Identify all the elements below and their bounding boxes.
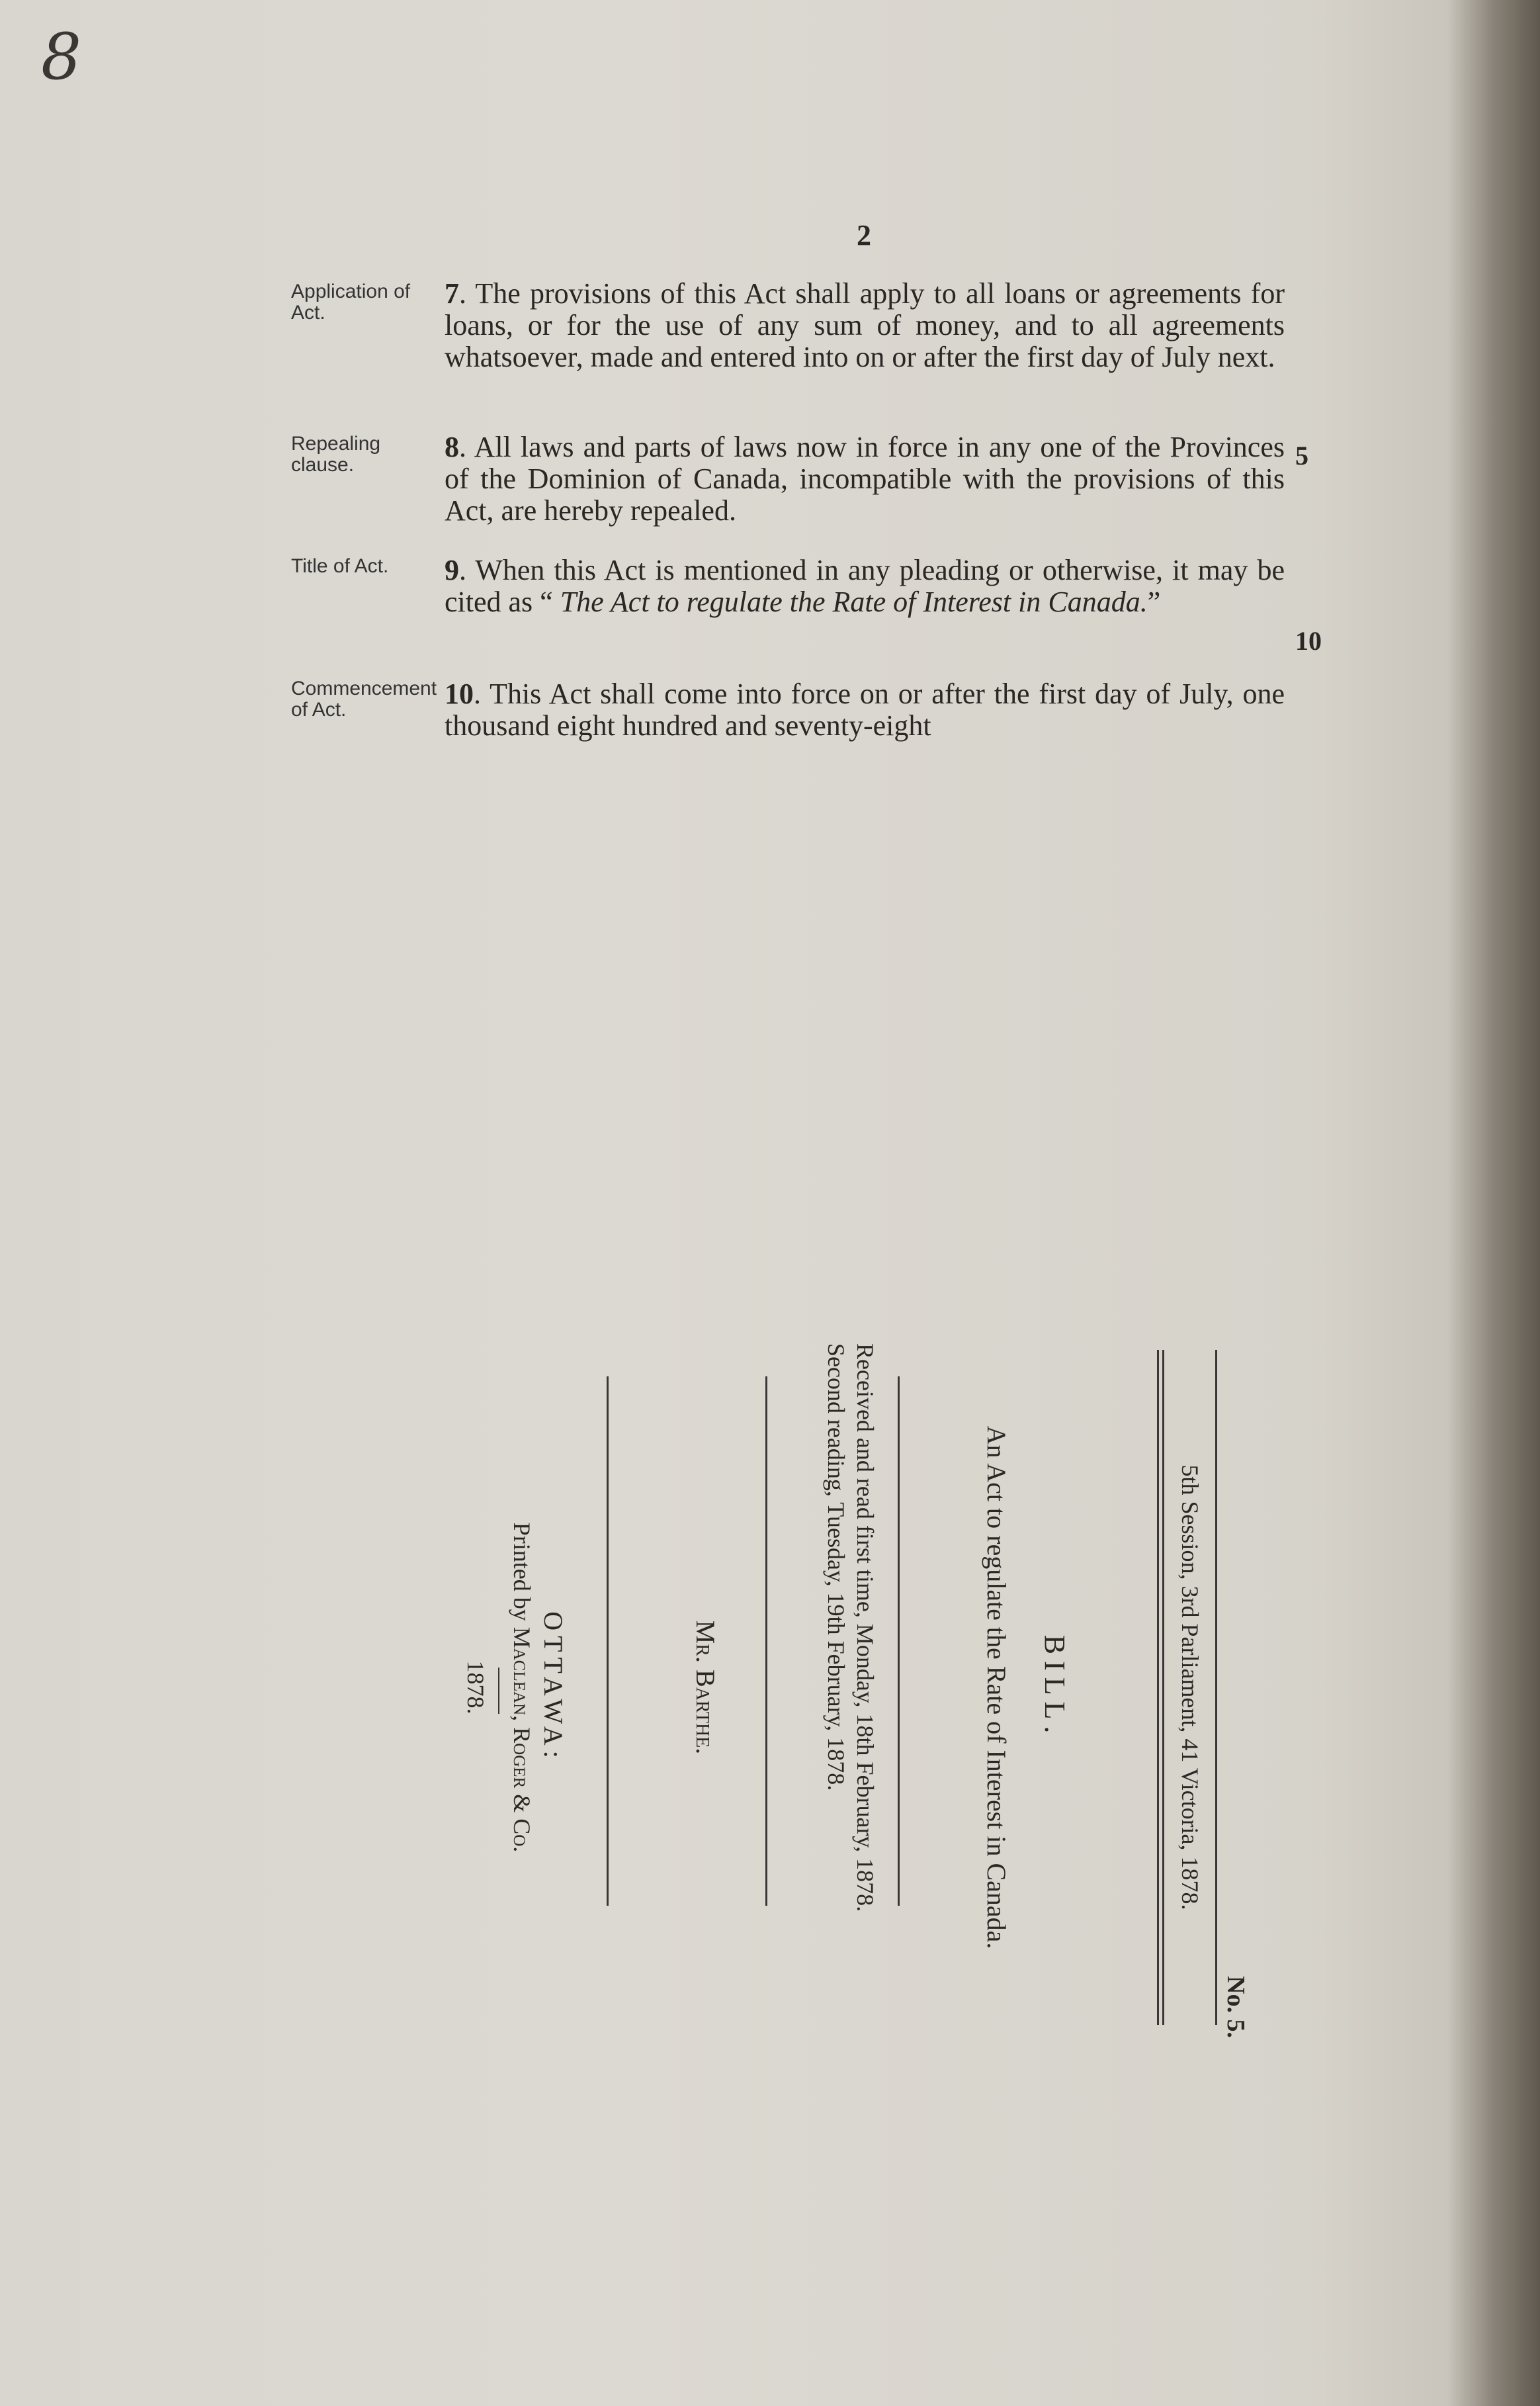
print-year: 1878. xyxy=(462,1660,489,1715)
short-rule xyxy=(498,1668,499,1714)
closing-quote: ” xyxy=(1147,586,1161,618)
bill-heading: BILL. xyxy=(1039,1634,1071,1740)
printer-name: Maclean, Roger & Co. xyxy=(509,1626,535,1853)
section-body: . This Act shall come into force on or after the first day of July, one thousand eight hundred and seventy-eight xyxy=(445,678,1285,742)
rule xyxy=(898,1376,900,1906)
section-number: 9 xyxy=(445,554,459,586)
rule xyxy=(1157,1350,1159,2025)
rule xyxy=(1162,1350,1164,2025)
printed-by: Printed by xyxy=(509,1522,535,1627)
printing-place: OTTAWA: xyxy=(538,1611,568,1763)
sponsoring-member: Mr. Barthe. xyxy=(691,1620,720,1755)
section-7-text xyxy=(445,278,1285,373)
session-line: 5th Session, 3rd Parliament, 41 Victoria, 1878. xyxy=(1177,1464,1203,1910)
line-number-marker: 5 xyxy=(1295,441,1308,470)
bill-docket xyxy=(73,1337,1290,2038)
first-reading: Received and read first time, Monday, 18th February, 1878. xyxy=(852,1343,878,1912)
double-rule-top xyxy=(1215,1350,1217,2025)
page-number: 2 xyxy=(857,219,871,251)
section-8-text xyxy=(445,431,1285,527)
handwritten-page-note: 8 xyxy=(41,20,82,94)
sidenote-repealing: Repealing clause. xyxy=(291,433,381,476)
line-number-marker: 10 xyxy=(1295,626,1322,656)
section-number: 10 xyxy=(445,678,474,710)
section-number: 7 xyxy=(445,277,459,310)
sidenote-title: Title of Act. xyxy=(291,555,389,577)
printer-line xyxy=(508,1337,536,2038)
rule xyxy=(765,1376,767,1906)
act-citation: The Act to regulate the Rate of Interest in Canada. xyxy=(560,586,1148,618)
sidenote-application: Application of Act. xyxy=(291,281,411,324)
docket-rotated xyxy=(73,1337,1290,2038)
bill-number: No. 5. xyxy=(1222,1976,1250,2038)
section-number: 8 xyxy=(445,431,459,463)
bill-title: An Act to regulate the Rate of Interest in Canada. xyxy=(982,1425,1011,1949)
section-body: . When this Act is mentioned in any pleading or otherwise, it may be cited as “ xyxy=(445,554,1285,618)
sidenote-commencement: Commencement of Act. xyxy=(291,678,437,721)
second-reading: Second reading, Tuesday, 19th February, 1878. xyxy=(823,1343,849,1791)
section-9-text xyxy=(445,555,1285,618)
section-10-text xyxy=(445,678,1285,742)
reading-record xyxy=(822,1337,880,2038)
rule xyxy=(607,1376,609,1906)
section-body: . The provisions of this Act shall apply to all loans or agreements for loans, or for the use of any sum of money, and to all agreements whatsoever, made and entered into on or after the first day of July next. xyxy=(445,277,1285,373)
section-body: . All laws and parts of laws now in force in any one of the Provinces of the Dominion of Canada, incompatible with the provisions of this Act, are hereby repealed. xyxy=(445,431,1285,527)
